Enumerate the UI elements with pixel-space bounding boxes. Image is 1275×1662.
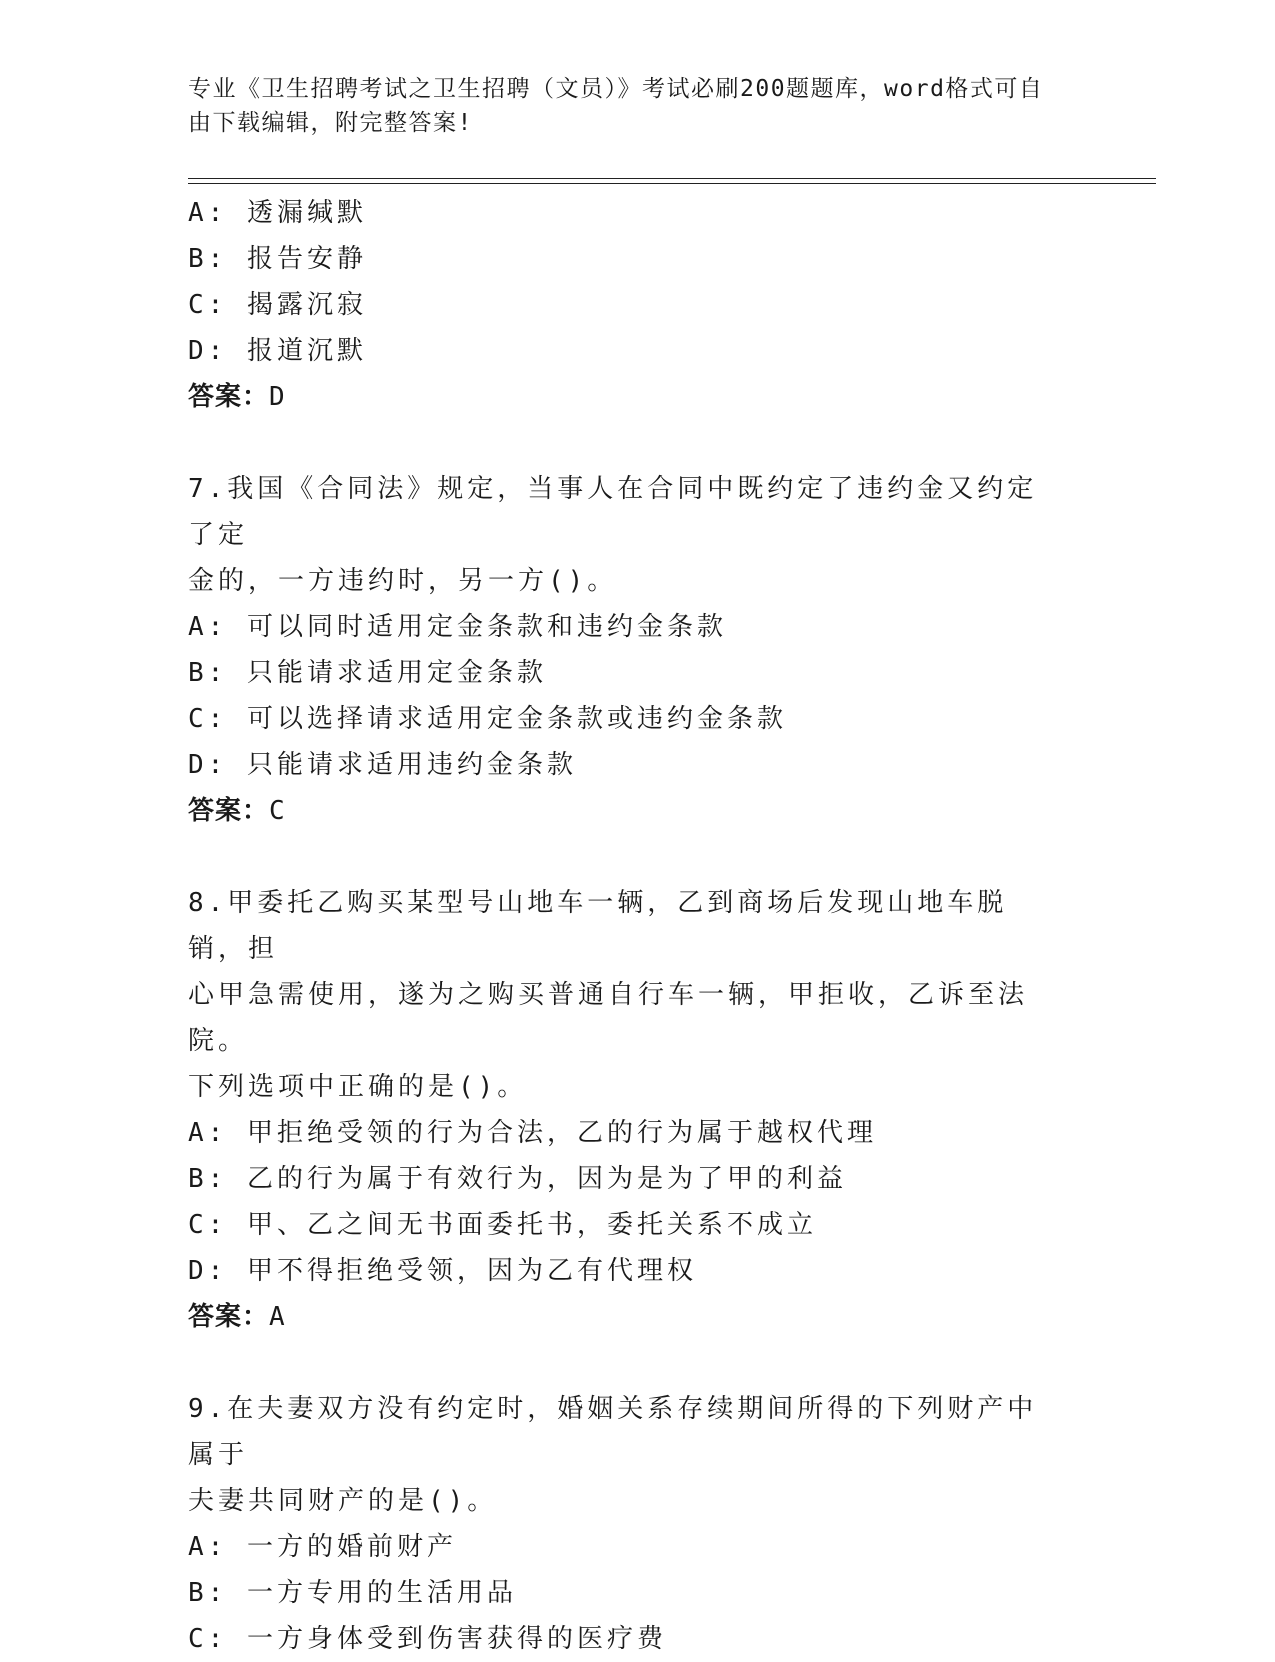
answer-value: C [269, 796, 286, 826]
answer-line [188, 374, 1068, 420]
answer-label: 答案： [188, 382, 270, 412]
option-c: C: 可以选择请求适用定金条款或违约金条款 [188, 704, 787, 734]
question-7 [188, 466, 1068, 834]
option-c: C: 揭露沉寂 [188, 290, 367, 320]
question-text-line: 金的，一方违约时，另一方()。 [188, 566, 618, 596]
header-line-2: 由下载编辑，附完整答案! [188, 110, 473, 136]
question-fragment [188, 190, 1068, 420]
answer-line [188, 788, 1068, 834]
option-b: B: 一方专用的生活用品 [188, 1578, 517, 1608]
option-c: C: 甲、乙之间无书面委托书，委托关系不成立 [188, 1210, 817, 1240]
answer-label: 答案： [188, 1302, 270, 1332]
question-8 [188, 880, 1068, 1340]
option-d: D: 报道沉默 [188, 336, 367, 366]
answer-value: A [269, 1302, 286, 1332]
option-a: A: 一方的婚前财产 [188, 1532, 457, 1562]
question-text-line: 7.我国《合同法》规定，当事人在合同中既约定了违约金又约定了定 [188, 474, 1038, 550]
header-divider-bottom [188, 183, 1156, 184]
option-b: B: 报告安静 [188, 244, 367, 274]
answer-line [188, 1294, 1068, 1340]
question-text [188, 466, 1048, 604]
question-text-line: 9.在夫妻双方没有约定时，婚姻关系存续期间所得的下列财产中属于 [188, 1394, 1038, 1470]
question-text-line: 心甲急需使用，遂为之购买普通自行车一辆，甲拒收，乙诉至法院。 [188, 980, 1029, 1056]
question-text-line: 8.甲委托乙购买某型号山地车一辆，乙到商场后发现山地车脱销，担 [188, 888, 1008, 964]
option-a: A: 可以同时适用定金条款和违约金条款 [188, 612, 727, 642]
header-line-1: 专业《卫生招聘考试之卫生招聘（文员）》考试必刷200题题库，word格式可自 [188, 76, 1044, 102]
question-text [188, 880, 1048, 1110]
question-text [188, 1386, 1048, 1524]
document-body [188, 190, 1068, 1662]
question-text-line: 下列选项中正确的是()。 [188, 1072, 528, 1102]
answer-label: 答案： [188, 796, 270, 826]
option-b: B: 乙的行为属于有效行为，因为是为了甲的利益 [188, 1164, 847, 1194]
option-b: B: 只能请求适用定金条款 [188, 658, 547, 688]
document-header [188, 72, 1068, 140]
option-d: D: 甲不得拒绝受领，因为乙有代理权 [188, 1256, 697, 1286]
question-9 [188, 1386, 1068, 1662]
option-c: C: 一方身体受到伤害获得的医疗费 [188, 1624, 667, 1654]
option-a: A: 甲拒绝受领的行为合法，乙的行为属于越权代理 [188, 1118, 877, 1148]
answer-value: D [269, 382, 286, 412]
header-divider-top [188, 178, 1156, 179]
question-text-line: 夫妻共同财产的是()。 [188, 1486, 498, 1516]
option-a: A: 透漏缄默 [188, 198, 367, 228]
option-d: D: 只能请求适用违约金条款 [188, 750, 577, 780]
